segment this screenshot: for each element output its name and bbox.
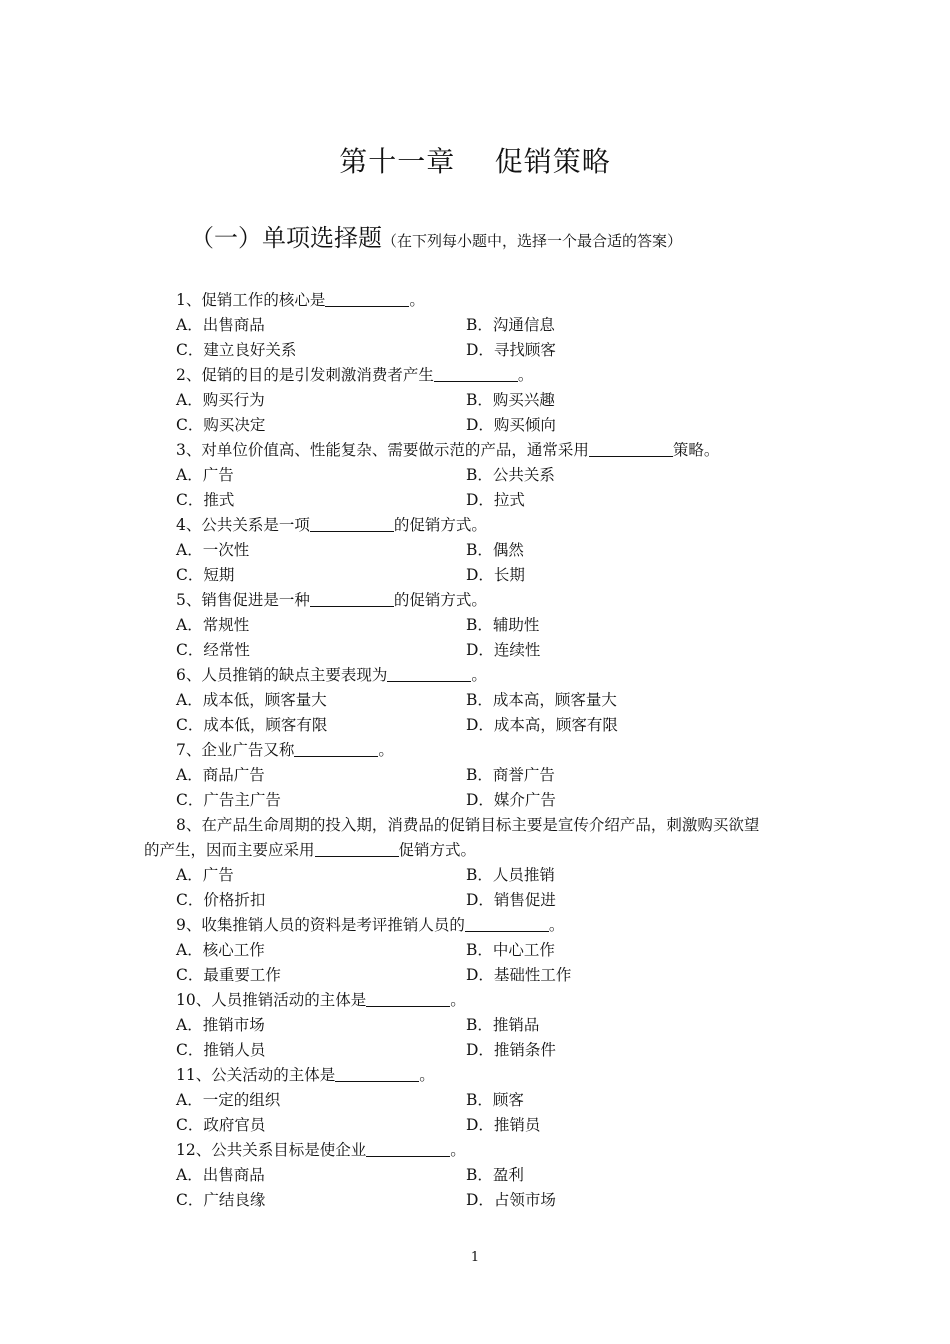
answer-blank: [335, 1065, 419, 1082]
question-text-end: 。: [419, 1066, 435, 1084]
answer-option: C．最重要工作: [176, 966, 281, 984]
option-row: [0, 863, 950, 888]
answer-option: B．公共关系: [466, 466, 555, 484]
option-row: [0, 763, 950, 788]
option-row: [0, 938, 950, 963]
answer-option: B．沟通信息: [466, 316, 555, 334]
question-stem: [0, 438, 950, 463]
answer-option: C．建立良好关系: [176, 341, 297, 359]
question-text: 公共关系是一项: [201, 516, 310, 534]
answer-option: D．连续性: [466, 641, 541, 659]
answer-option: B．成本高，顾客量大: [466, 691, 617, 709]
answer-option: A．成本低，顾客量大: [176, 691, 327, 709]
question-number: 11、: [176, 1066, 212, 1084]
option-row: [0, 963, 950, 988]
question-text: 企业广告又称: [201, 741, 295, 759]
question-stem: [0, 588, 950, 613]
question-text: 公关活动的主体是: [211, 1066, 336, 1084]
answer-option: A．推销市场: [176, 1016, 265, 1034]
answer-option: D．拉式: [466, 491, 525, 509]
section-heading: [190, 218, 682, 253]
question-text: 收集推销人员的资料是考评推销人员的: [201, 916, 465, 934]
option-row: [0, 688, 950, 713]
answer-option: A．出售商品: [176, 1166, 265, 1184]
answer-option: D．成本高，顾客有限: [466, 716, 618, 734]
question-stem: [0, 288, 950, 313]
question-text: 销售促进是一种: [201, 591, 310, 609]
answer-option: B．顾客: [466, 1091, 524, 1109]
question-stem: [0, 988, 950, 1013]
question-text: 对单位价值高、性能复杂、需要做示范的产品，通常采用: [201, 441, 589, 459]
question-text-end: 的促销方式。: [393, 516, 487, 534]
option-row: [0, 1088, 950, 1113]
option-row: [0, 613, 950, 638]
answer-option: A．广告: [176, 466, 234, 484]
question-number: 8、: [176, 816, 202, 834]
answer-blank: [465, 915, 549, 932]
answer-blank: [366, 1140, 450, 1157]
answer-option: B．偶然: [466, 541, 524, 559]
question-text: 的产生，因而主要应采用: [144, 841, 315, 859]
option-row: [0, 1113, 950, 1138]
option-row: [0, 488, 950, 513]
question-text-end: 。: [548, 916, 565, 934]
answer-option: A．常规性: [176, 616, 250, 634]
answer-option: B．辅助性: [466, 616, 540, 634]
answer-blank: [325, 290, 409, 307]
answer-option: D．占领市场: [466, 1191, 556, 1209]
question-text-end: 。: [450, 991, 466, 1009]
question-text: 促销工作的核心是: [201, 291, 326, 309]
answer-blank: [434, 365, 518, 382]
question-number: 10、: [176, 991, 212, 1009]
question-text-end: 。: [409, 291, 425, 309]
question-stem: [0, 738, 950, 763]
question-text: 人员推销活动的主体是: [211, 991, 367, 1009]
answer-option: B．人员推销: [466, 866, 555, 884]
answer-option: C．短期: [176, 566, 235, 584]
answer-option: D．销售促进: [466, 891, 556, 909]
answer-option: C．推销人员: [176, 1041, 266, 1059]
option-row: [0, 1038, 950, 1063]
answer-option: A．一次性: [176, 541, 250, 559]
question-text-end: 的促销方式。: [393, 591, 487, 609]
answer-option: D．推销员: [466, 1116, 541, 1134]
answer-blank: [589, 440, 673, 457]
question-number: 9、: [176, 916, 202, 934]
answer-option: B．购买兴趣: [466, 391, 555, 409]
question-text: 在产品生命周期的投入期，消费品的促销目标主要是宣传介绍产品，刺激购买欲望: [201, 816, 760, 834]
question-stem: [0, 1063, 950, 1088]
answer-blank: [387, 665, 471, 682]
question-number: 7、: [176, 741, 202, 759]
answer-option: A．出售商品: [176, 316, 265, 334]
answer-option: C．广告主广告: [176, 791, 281, 809]
answer-option: A．购买行为: [176, 391, 265, 409]
answer-option: C．政府官员: [176, 1116, 266, 1134]
option-row: [0, 413, 950, 438]
chapter-title: 第十一章 促销策略: [339, 145, 611, 178]
question-stem: [0, 1138, 950, 1163]
answer-option: C．推式: [176, 491, 235, 509]
answer-option: C．经常性: [176, 641, 250, 659]
question-text: 人员推销的缺点主要表现为: [201, 666, 388, 684]
question-stem: [0, 813, 950, 838]
answer-option: D．长期: [466, 566, 525, 584]
question-number: 3、: [176, 441, 202, 459]
answer-blank: [315, 840, 399, 857]
answer-option: B．商誉广告: [466, 766, 555, 784]
question-number: 12、: [176, 1141, 212, 1159]
answer-option: D．购买倾向: [466, 416, 556, 434]
option-row: [0, 713, 950, 738]
question-stem: [0, 663, 950, 688]
answer-option: A．一定的组织: [176, 1091, 281, 1109]
answer-blank: [366, 990, 450, 1007]
answer-option: C．购买决定: [176, 416, 266, 434]
question-stem: [0, 913, 950, 938]
page-number: 1: [470, 1250, 480, 1265]
question-stem-continued: [0, 838, 950, 863]
question-number: 6、: [176, 666, 202, 684]
question-text: 公共关系目标是使企业: [211, 1141, 367, 1159]
question-text-end: 。: [378, 741, 394, 759]
answer-option: D．推销条件: [466, 1041, 556, 1059]
answer-blank: [310, 515, 394, 532]
option-row: [0, 638, 950, 663]
section-instruction: （在下列每小题中，选择一个最合适的答案）: [382, 232, 683, 250]
answer-blank: [294, 740, 378, 757]
option-row: [0, 1188, 950, 1213]
question-number: 4、: [176, 516, 202, 534]
option-row: [0, 538, 950, 563]
option-row: [0, 388, 950, 413]
answer-option: C．价格折扣: [176, 891, 266, 909]
option-row: [0, 888, 950, 913]
option-row: [0, 1163, 950, 1188]
question-text-end: 策略。: [672, 441, 720, 459]
question-text-end: 。: [471, 666, 487, 684]
option-row: [0, 313, 950, 338]
question-number: 1、: [176, 291, 202, 309]
question-text-end: 。: [450, 1141, 466, 1159]
answer-option: C．成本低，顾客有限: [176, 716, 328, 734]
answer-option: D．基础性工作: [466, 966, 572, 984]
option-row: [0, 563, 950, 588]
question-text-end: 促销方式。: [398, 841, 477, 859]
question-stem: [0, 363, 950, 388]
answer-option: B．中心工作: [466, 941, 555, 959]
answer-option: C．广结良缘: [176, 1191, 266, 1209]
option-row: [0, 1013, 950, 1038]
question-number: 2、: [176, 366, 202, 384]
answer-blank: [310, 590, 394, 607]
question-text-end: 。: [517, 366, 534, 384]
option-row: [0, 338, 950, 363]
answer-option: B．盈利: [466, 1166, 524, 1184]
question-stem: [0, 513, 950, 538]
option-row: [0, 463, 950, 488]
question-number: 5、: [176, 591, 202, 609]
answer-option: D．媒介广告: [466, 791, 556, 809]
option-row: [0, 788, 950, 813]
answer-option: B．推销品: [466, 1016, 540, 1034]
question-text: 促销的目的是引发刺激消费者产生: [201, 366, 434, 384]
answer-option: D．寻找顾客: [466, 341, 556, 359]
answer-option: A．商品广告: [176, 766, 265, 784]
answer-option: A．广告: [176, 866, 234, 884]
question-list: [0, 288, 950, 1213]
answer-option: A．核心工作: [176, 941, 265, 959]
section-title: （一）单项选择题: [190, 224, 382, 252]
